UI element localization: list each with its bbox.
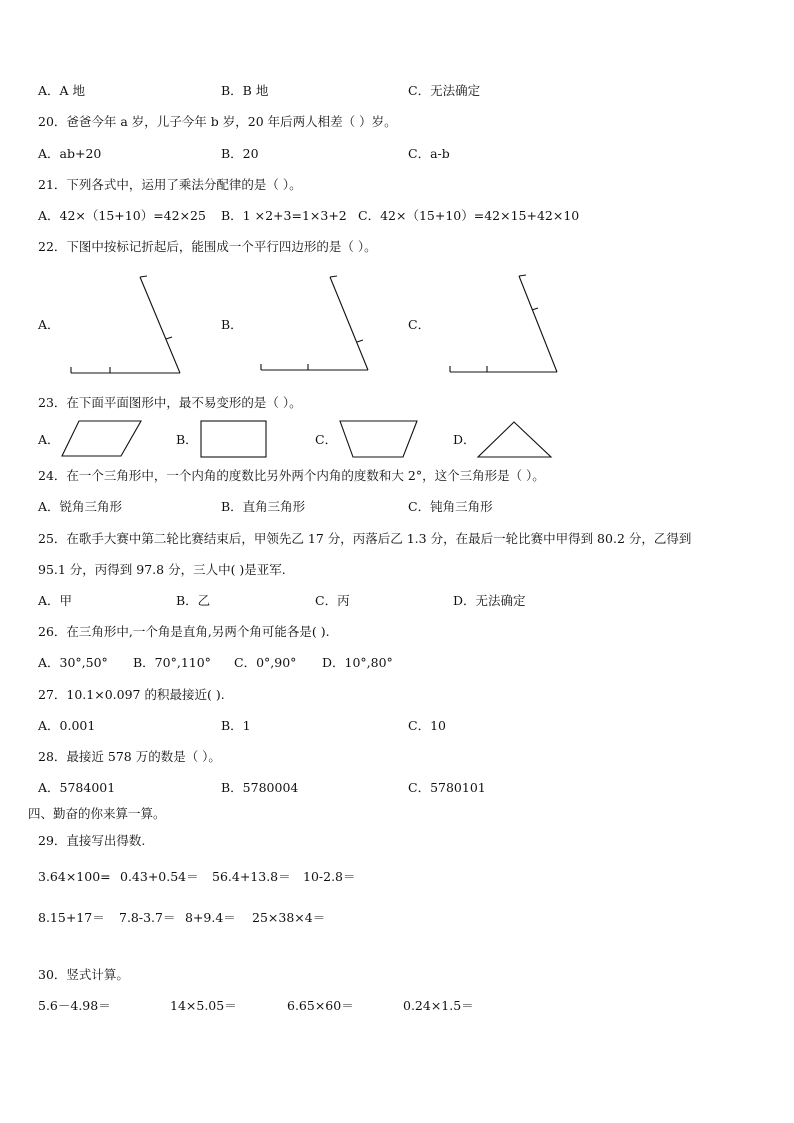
- q22-b-side-mark: [357, 340, 363, 342]
- q19-option-c: C．无法确定: [408, 83, 481, 98]
- q29-stem: 29．直接写出得数.: [38, 833, 146, 848]
- q23-option-d-label: D．: [453, 432, 476, 447]
- q21-option-c: C．42×（15+10）=42×15+42×10: [358, 208, 580, 223]
- q24-option-c: C．钝角三角形: [408, 499, 493, 514]
- q29-r1-item-4: 10-2.8＝: [303, 869, 356, 884]
- q22-figure-c: [440, 270, 570, 380]
- q29-r2-item-4: 25×38×4＝: [252, 910, 326, 925]
- q20-option-b: B．20: [221, 146, 259, 161]
- q23-rectangle: [198, 418, 272, 462]
- q25-option-c: C．丙: [315, 593, 350, 608]
- q20-stem: 20．爸爸今年 a 岁，儿子今年 b 岁，20 年后两人相差（ ）岁。: [38, 114, 397, 129]
- q28-option-a: A．5784001: [38, 780, 116, 795]
- q26-option-d: D．10°,80°: [322, 655, 393, 670]
- q26-option-c: C．0°,90°: [234, 655, 297, 670]
- q23-option-c-label: C．: [315, 432, 338, 447]
- q27-option-c: C．10: [408, 718, 446, 733]
- q24-option-b: B．直角三角形: [221, 499, 306, 514]
- q25-option-b: B．乙: [176, 593, 211, 608]
- q29-r2-item-1: 8.15+17＝: [38, 910, 105, 925]
- section-4-heading: 四、勤奋的你来算一算。: [28, 806, 166, 821]
- q23-stem: 23．在下面平面图形中，最不易变形的是（ ）。: [38, 395, 302, 410]
- q20-option-c: C．a-b: [408, 146, 450, 161]
- q25-stem-line1: 25．在歌手大赛中第二轮比赛结束后，甲领先乙 17 分，丙落后乙 1.3 分，在最后一轮比赛中甲得到 80.2 分，乙得到: [38, 531, 692, 546]
- q29-r2-item-3: 8+9.4＝: [185, 910, 236, 925]
- q23-option-b-label: B．: [176, 432, 198, 447]
- q27-option-b: B．1: [221, 718, 251, 733]
- q30-item-2: 14×5.05＝: [170, 998, 237, 1013]
- q21-option-a: A．42×（15+10）=42×25: [38, 208, 206, 223]
- q25-option-a: A．甲: [38, 593, 73, 608]
- q27-option-a: A．0.001: [38, 718, 96, 733]
- q23-triangle: [474, 418, 558, 462]
- q22-a-side: [140, 277, 180, 373]
- q29-r2-item-2: 7.8-3.7＝: [119, 910, 176, 925]
- q25-stem-line2: 95.1 分，丙得到 97.8 分，三人中( )是亚军.: [38, 562, 286, 577]
- q25-option-d: D．无法确定: [453, 593, 526, 608]
- q30-item-4: 0.24×1.5＝: [403, 998, 474, 1013]
- q20-option-a: A．ab+20: [38, 146, 102, 161]
- q22-a-side-mark: [166, 337, 172, 339]
- q26-option-a: A．30°,50°: [38, 655, 108, 670]
- q24-stem: 24．在一个三角形中，一个内角的度数比另外两个内角的度数和大 2°，这个三角形是（ ）。: [38, 468, 545, 483]
- q29-r1-item-3: 56.4+13.8＝: [212, 869, 291, 884]
- q22-option-c-label: C．: [408, 317, 431, 332]
- q28-stem: 28．最接近 578 万的数是（ ）。: [38, 749, 221, 764]
- q22-c-side-mark: [532, 308, 538, 310]
- q21-stem: 21．下列各式中，运用了乘法分配律的是（ ）。: [38, 177, 302, 192]
- q22-figure-b: [250, 270, 380, 380]
- q26-option-b: B．70°,110°: [133, 655, 211, 670]
- q22-option-a-label: A．: [38, 317, 60, 332]
- q26-stem: 26．在三角形中,一个角是直角,另两个角可能各是( ).: [38, 624, 330, 639]
- q28-option-b: B．5780004: [221, 780, 299, 795]
- q19-option-a: A．A 地: [38, 83, 86, 98]
- q22-figure-a: [60, 270, 190, 380]
- q30-item-1: 5.6－4.98＝: [38, 998, 111, 1013]
- q30-item-3: 6.65×60＝: [287, 998, 354, 1013]
- q23-option-a-label: A．: [38, 432, 60, 447]
- q23-trapezoid: [336, 418, 426, 462]
- q22-c-side: [519, 276, 557, 372]
- q22-option-b-label: B．: [221, 317, 243, 332]
- q24-option-a: A．锐角三角形: [38, 499, 123, 514]
- q22-stem: 22．下图中按标记折起后，能围成一个平行四边形的是（ ）。: [38, 239, 377, 254]
- q22-b-side: [330, 277, 368, 370]
- q29-r1-item-1: 3.64×100=: [38, 869, 111, 884]
- q23-parallelogram: [58, 418, 148, 462]
- q28-option-c: C．5780101: [408, 780, 486, 795]
- q30-stem: 30．竖式计算。: [38, 967, 129, 982]
- q21-option-b: B．1 ×2+3=1×3+2: [221, 208, 347, 223]
- q19-option-b: B．B 地: [221, 83, 269, 98]
- q29-r1-item-2: 0.43+0.54＝: [120, 869, 199, 884]
- q27-stem: 27．10.1×0.097 的积最接近( ).: [38, 687, 225, 702]
